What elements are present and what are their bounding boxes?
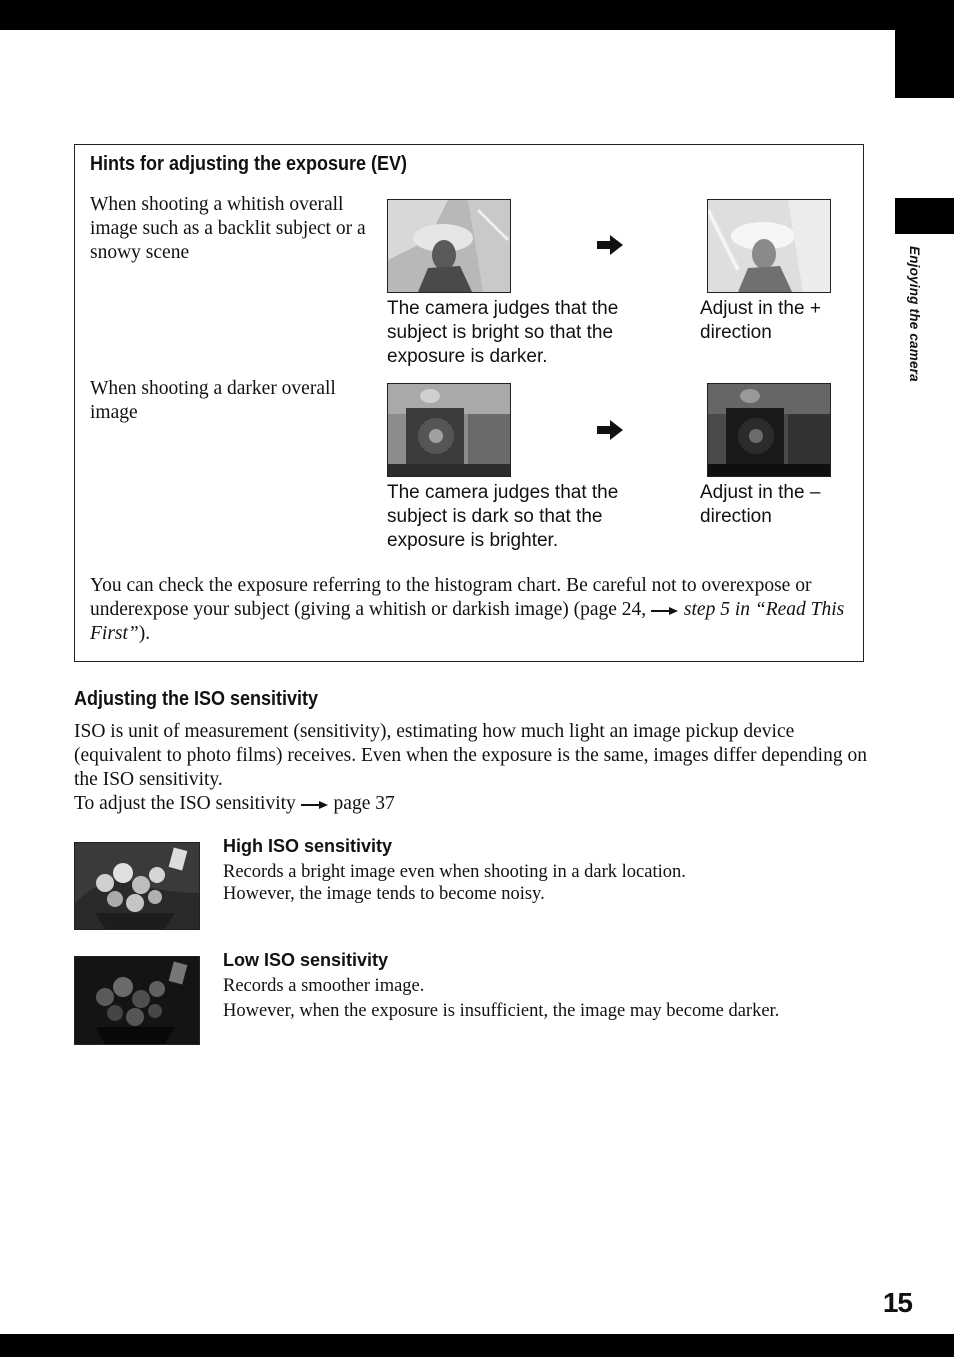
note-reference: step 5 in “Read This First” [90, 599, 845, 644]
low-iso-line2: However, when the exposure is insufficient, the image may become darker. [223, 1001, 780, 1021]
page-number: 15 [882, 1287, 912, 1318]
iso-adjust-line [74, 792, 874, 816]
low-iso-line1: Records a smoother image. [223, 976, 425, 996]
whitish-after-photo [707, 199, 831, 293]
low-iso-photo [74, 956, 200, 1045]
darker-adjust: Adjust in the – direction [700, 482, 821, 527]
darker-before-photo [387, 383, 511, 477]
high-iso-photo [74, 842, 200, 930]
iso-heading: Adjusting the ISO sensitivity [74, 688, 319, 710]
darker-after-photo [707, 383, 831, 477]
corner-tab [895, 30, 954, 98]
histogram-note [90, 574, 850, 646]
hints-title: Hints for adjusting the exposure (EV) [90, 153, 408, 175]
note-end: ). [138, 623, 151, 644]
darker-condition: When shooting a darker overall image [90, 378, 336, 423]
side-tab [895, 198, 954, 234]
note-main-text: You can check the exposure referring to the histogram chart. Be careful not to overexpose or underexpose your subject (giving a whitish or darkish image) (page 24, [90, 575, 812, 620]
whitish-before-photo [387, 199, 511, 293]
whitish-judgement: The camera judges that the subject is bright so that the exposure is darker. [387, 298, 619, 367]
darker-judgement: The camera judges that the subject is dark so that the exposure is brighter. [387, 482, 619, 551]
section-side-label: Enjoying the camera [907, 246, 922, 382]
high-iso-title: High ISO sensitivity [223, 836, 393, 856]
bottom-bar [0, 1334, 954, 1357]
high-iso-line1: Records a bright image even when shooting in a dark location. [223, 862, 686, 882]
whitish-adjust: Adjust in the + direction [700, 298, 821, 343]
whitish-condition: When shooting a whitish overall image such as a backlit subject or a snowy scene [90, 194, 366, 263]
iso-description: ISO is unit of measurement (sensitivity), estimating how much light an image pickup device (equivalent to photo films) receives. Even when the exposure is the same, images differ depending on the ISO sensitivity. [74, 721, 867, 790]
iso-body [74, 720, 874, 816]
top-bar [0, 0, 954, 30]
arrow-right-icon [597, 420, 623, 440]
high-iso-line2: However, the image tends to become noisy. [223, 884, 545, 904]
low-iso-title: Low ISO sensitivity [223, 950, 389, 970]
exposure-hints-box [74, 144, 864, 662]
arrow-right-icon [597, 235, 623, 255]
iso-adjust-page: page 37 [333, 793, 395, 814]
inline-arrow-icon [651, 606, 679, 616]
iso-adjust-prefix: To adjust the ISO sensitivity [74, 793, 296, 814]
inline-arrow-icon [301, 800, 329, 810]
